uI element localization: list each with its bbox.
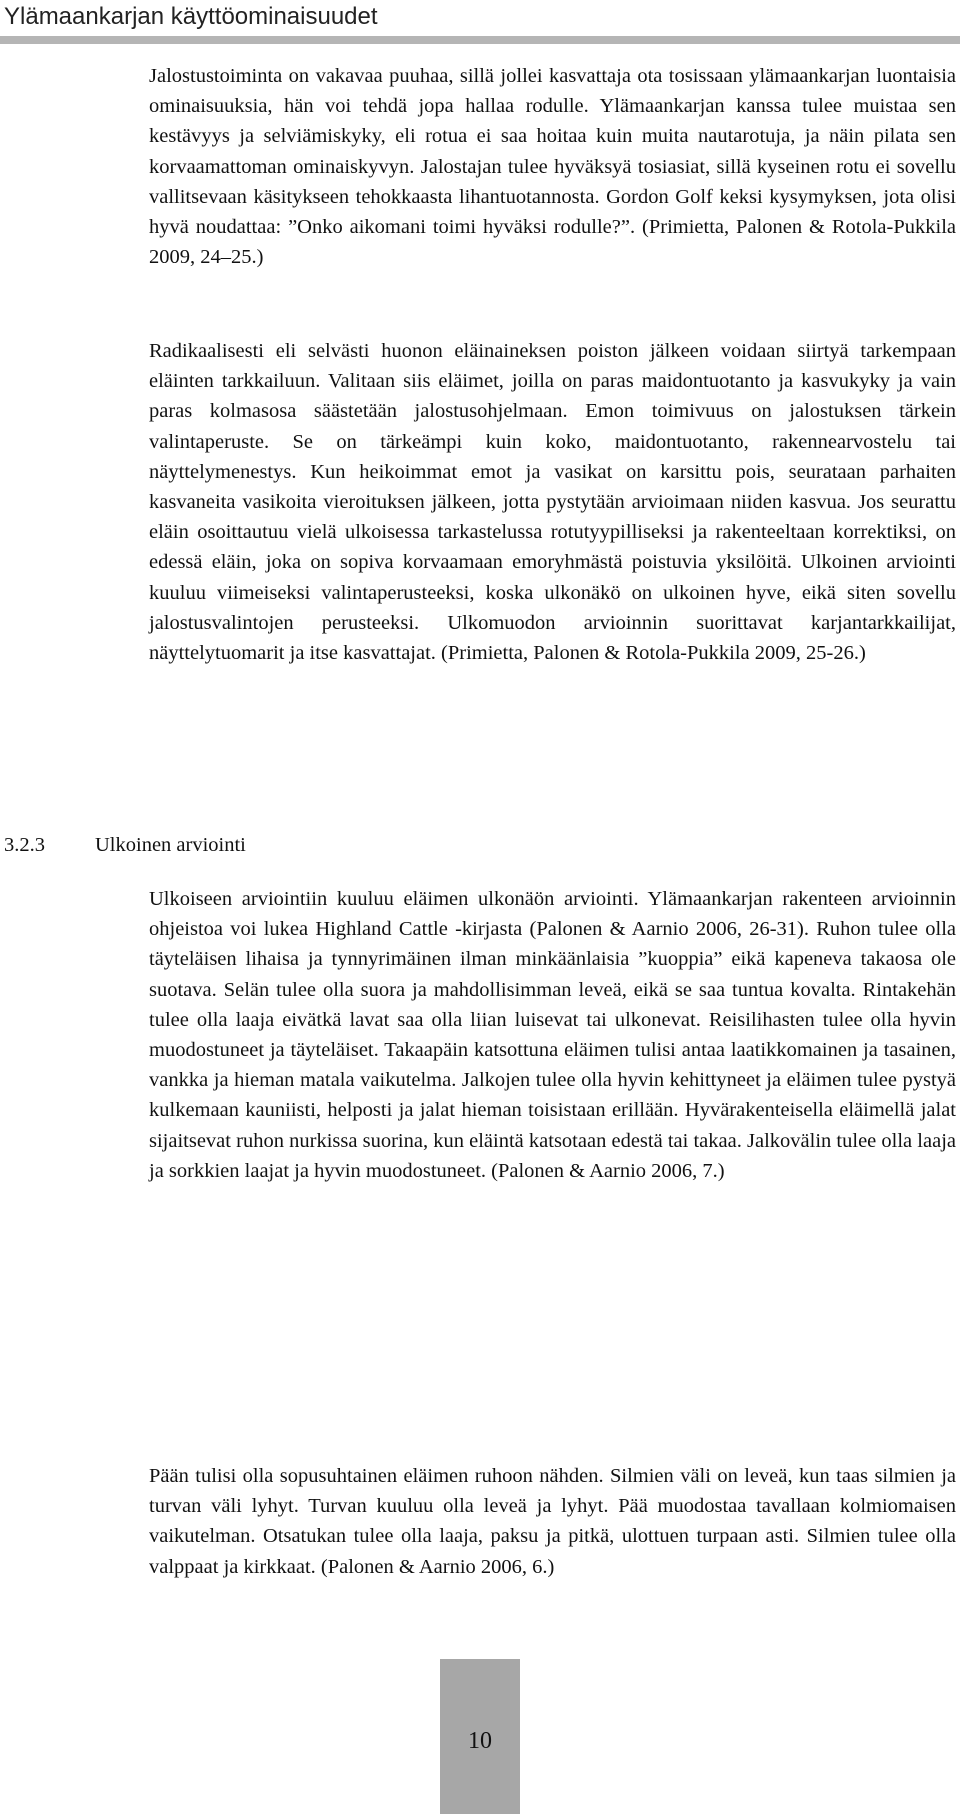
section-title: Ulkoinen arviointi <box>95 834 246 856</box>
body-paragraph-breeding: Jalostustoiminta on vakavaa puuhaa, sillä jollei kasvattaja ota tosissaan ylämaankarjan luontaisia ominaisuuksia, hän voi tehdä jopa hallaa rodulle. Ylämaankarjan kanssa tulee muistaa sen kestävyys ja selviämiskyky, eli rotua ei saa hoitaa kuin muita nautarotuja, ja näin pilata sen korvaamattoman ominaiskyvyn. Jalostajan tulee hyväksyä tosiasiat, sillä kyseinen rotu ei sovellu vallitsevaan käsitykseen tehokkaasta lihantuotannosta. Gordon Golf keksi kysymyksen, jota olisi hyvä noudattaa: ”Onko aikomani toimi hyväksi rodulle?”. (Primietta, Palonen & Rotola-Pukkila 2009, 24–25.) <box>149 65 956 269</box>
body-paragraph-head: Pään tulisi olla sopusuhtainen eläimen ruhoon nähden. Silmien väli on leveä, kun taas silmien ja turvan väli lyhyt. Turvan kuuluu olla leveä ja lyhyt. Pää muodostaa tavallaan kolmiomaisen vaikutelman. Otsatukan tulee olla laaja, paksu ja pitkä, ulottuen turpaan asti. Silmien tulee olla valppaat ja kirkkaat. (Palonen & Aarnio 2006, 6.) <box>149 1465 956 1578</box>
page-number-box <box>440 1659 520 1814</box>
page-number: 10 <box>468 1728 492 1754</box>
section-number: 3.2.3 <box>4 834 45 856</box>
body-paragraph-external-assessment: Ulkoiseen arviointiin kuuluu eläimen ulkonäön arviointi. Ylämaankarjan rakenteen arvioinnin ohjeistoa voi lukea Highland Cattle -kirjasta (Palonen & Aarnio 2006, 26-31). Ruhon tulee olla täyteläisen lihaisa ja tynnyrimäinen ilman minkäänlaisia ”kuoppia” eikä kapeneva takaosa ole suotava. Selän tulee olla suora ja mahdollisimman leveä, eikä se saa tuntua kovalta. Rintakehän tulee olla laaja eivätkä lavat saa olla liian luisevat tai ulkonevat. Reisilihasten tulee olla hyvin muodostuneet ja täyteläiset. Takaapäin katsottuna eläimen tulisi antaa laatikkomainen ja tasainen, vankka ja hieman matala vaikutelma. Jalkojen tulee olla hyvin kehittyneet ja eläimen tulee pystyä kulkemaan kauniisti, helposti ja jalat hieman toisistaan erillään. Hyvärakenteisella eläimellä jalat sijaitsevat ruhon nurkissa suorina, kun eläintä katsotaan edestä tai takaa. Jalkovälin tulee olla laaja ja sorkkien laajat ja hyvin muodostuneet. (Palonen & Aarnio 2006, 7.) <box>149 888 956 1182</box>
header-rule <box>0 36 960 44</box>
running-header <box>0 0 960 44</box>
header-title: Ylämaankarjan käyttöominaisuudet <box>4 3 378 30</box>
section-heading <box>4 830 246 860</box>
body-paragraph-selection: Radikaalisesti eli selvästi huonon eläinaineksen poiston jälkeen voidaan siirtyä tarkempaan eläinten tarkkailuun. Valitaan siis eläimet, joilla on paras maidontuotanto ja kasvukyky ja vain paras kolmasosa säästetään jalostusohjelmaan. Emon toimivuus on jalostuksen tärkein valintaperuste. Se on tärkeämpi kuin koko, maidontuotanto, rakennearvostelu tai näyttelymenestys. Kun heikoimmat emot ja vasikat on karsittu pois, seurataan parhaiten kasvaneita vasikoita vieroituksen jälkeen, jotta pystytään arvioimaan niiden kasvua. Jos seurattu eläin osoittautuu vielä ulkoisessa tarkastelussa rotutyypilliseksi ja rakenteeltaan korrektiksi, on edessä eläin, joka on sopiva korvaamaan emoryhmästä poistuvia yksilöitä. Ulkoinen arviointi kuuluu viimeiseksi valintaperusteeksi, koska ulkonäkö on ulkoinen hyve, eikä siten sovellu jalostusvalintojen perusteeksi. Ulkomuodon arvioinnin suorittavat karjantarkkailijat, näyttelytuomarit ja itse kasvattajat. (Primietta, Palonen & Rotola-Pukkila 2009, 25-26.) <box>149 340 956 665</box>
